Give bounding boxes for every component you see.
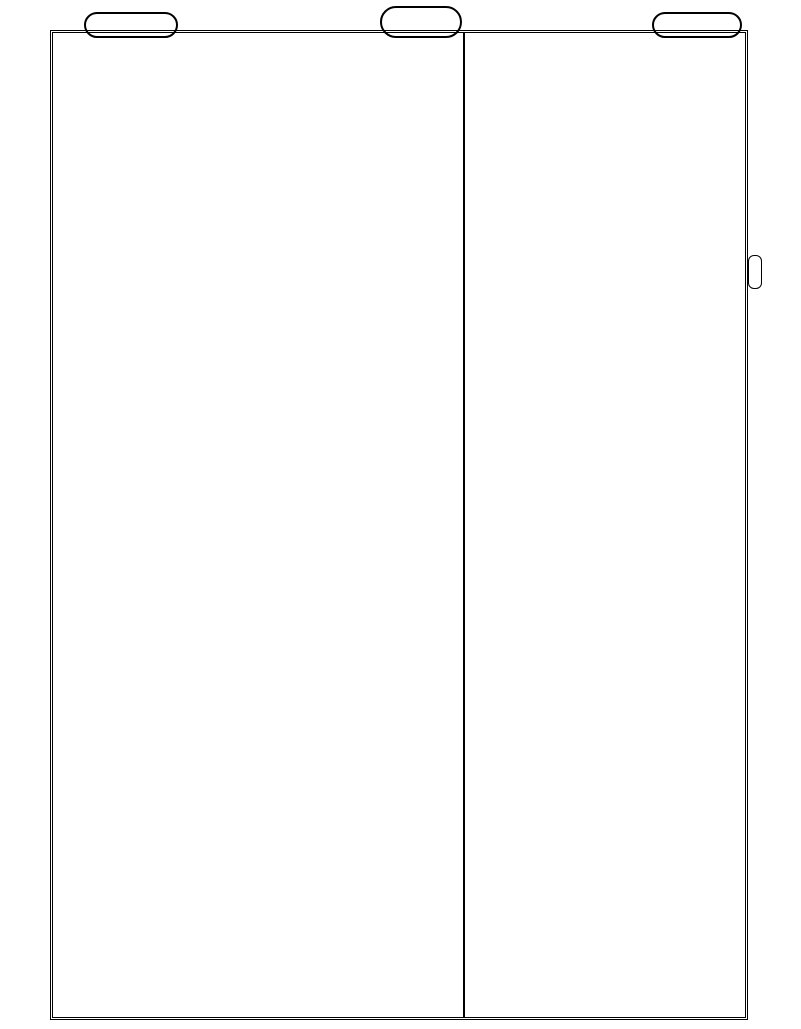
column-divider (463, 33, 465, 1017)
page-frame (50, 30, 748, 1020)
ruku-marker (748, 255, 762, 289)
